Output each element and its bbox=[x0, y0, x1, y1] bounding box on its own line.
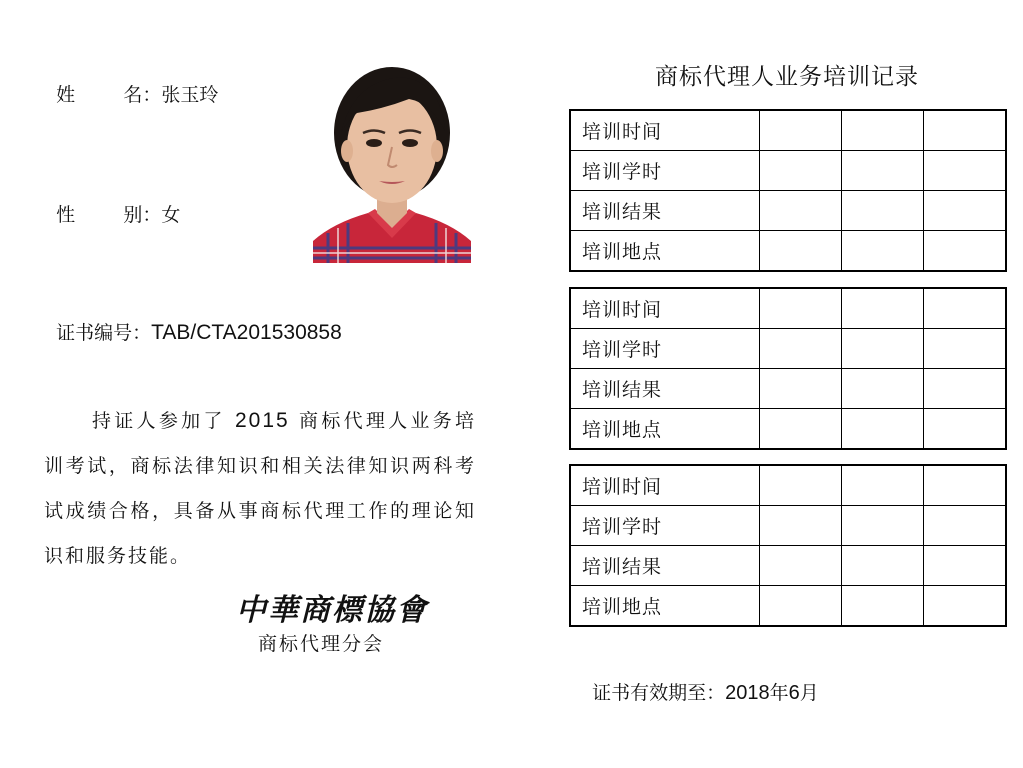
value-cell bbox=[841, 506, 923, 546]
record-title: 商标代理人业务培训记录 bbox=[655, 64, 919, 90]
value-cell bbox=[759, 110, 841, 151]
validity-month-char: 月 bbox=[799, 682, 819, 704]
row-label: 培训学时 bbox=[570, 151, 759, 191]
value-cell bbox=[841, 586, 923, 627]
table-row bbox=[570, 288, 1006, 329]
value-cell bbox=[759, 409, 841, 450]
value-cell bbox=[923, 409, 1006, 450]
value-cell bbox=[759, 465, 841, 506]
association-calligraphy-seal: 中華商標協會 bbox=[236, 593, 428, 628]
training-record-table bbox=[569, 109, 1007, 272]
value-cell bbox=[923, 231, 1006, 272]
row-label: 培训学时 bbox=[570, 329, 759, 369]
validity-label: 证书有效期至： bbox=[592, 682, 726, 704]
value-cell bbox=[759, 546, 841, 586]
table-row bbox=[570, 369, 1006, 409]
value-cell bbox=[759, 506, 841, 546]
certification-statement bbox=[44, 398, 476, 579]
name-value: 张玉玲 bbox=[161, 84, 219, 106]
portrait-photo bbox=[313, 63, 471, 263]
row-label: 培训结果 bbox=[570, 191, 759, 231]
value-cell bbox=[923, 546, 1006, 586]
value-cell bbox=[759, 288, 841, 329]
training-record-table bbox=[569, 287, 1007, 450]
table-row bbox=[570, 465, 1006, 506]
value-cell bbox=[923, 369, 1006, 409]
value-cell bbox=[841, 465, 923, 506]
table-row bbox=[570, 110, 1006, 151]
value-cell bbox=[923, 506, 1006, 546]
value-cell bbox=[923, 586, 1006, 627]
row-label: 培训结果 bbox=[570, 546, 759, 586]
table-row bbox=[570, 151, 1006, 191]
value-cell bbox=[841, 110, 923, 151]
table-row bbox=[570, 506, 1006, 546]
value-cell bbox=[759, 369, 841, 409]
validity-month: 6 bbox=[788, 682, 800, 704]
training-record-table bbox=[569, 464, 1007, 627]
table-row bbox=[570, 231, 1006, 272]
table-row bbox=[570, 191, 1006, 231]
table-row bbox=[570, 329, 1006, 369]
value-cell bbox=[841, 191, 923, 231]
row-label: 培训地点 bbox=[570, 409, 759, 450]
value-cell bbox=[759, 151, 841, 191]
value-cell bbox=[759, 586, 841, 627]
name-label: 姓 名： bbox=[56, 84, 162, 106]
value-cell bbox=[841, 231, 923, 272]
gender-value: 女 bbox=[161, 204, 181, 226]
value-cell bbox=[923, 191, 1006, 231]
value-cell bbox=[759, 329, 841, 369]
row-label: 培训结果 bbox=[570, 369, 759, 409]
value-cell bbox=[759, 191, 841, 231]
gender-row bbox=[44, 178, 180, 227]
row-label: 培训时间 bbox=[570, 110, 759, 151]
validity-row bbox=[580, 656, 819, 705]
row-label: 培训时间 bbox=[570, 288, 759, 329]
validity-year-char: 年 bbox=[769, 682, 789, 704]
value-cell bbox=[923, 465, 1006, 506]
value-cell bbox=[841, 329, 923, 369]
value-cell bbox=[923, 110, 1006, 151]
statement-year: 2015 bbox=[235, 409, 290, 432]
value-cell bbox=[841, 151, 923, 191]
table-row bbox=[570, 409, 1006, 450]
name-row bbox=[44, 58, 218, 107]
validity-year: 2018 bbox=[725, 682, 770, 704]
value-cell bbox=[759, 231, 841, 272]
table-row bbox=[570, 586, 1006, 627]
certificate-number-label: 证书编号： bbox=[56, 322, 152, 344]
statement-part-1: 持证人参加了 bbox=[92, 410, 235, 432]
statement-part-2: 商标代理人业务培训考试，商标法律知识和相关法律知识两科考试成绩合格，具备从事商标代理工作的理论知识和服务技能。 bbox=[44, 410, 476, 567]
value-cell bbox=[841, 369, 923, 409]
value-cell bbox=[841, 409, 923, 450]
row-label: 培训学时 bbox=[570, 506, 759, 546]
gender-label: 性 别： bbox=[56, 204, 162, 226]
portrait-illustration bbox=[313, 63, 471, 263]
certificate-number-row bbox=[44, 296, 342, 345]
value-cell bbox=[841, 546, 923, 586]
table-row bbox=[570, 546, 1006, 586]
branch-name: 商标代理分会 bbox=[258, 633, 385, 655]
certificate-number-value: TAB/CTA201530858 bbox=[151, 321, 342, 344]
value-cell bbox=[923, 288, 1006, 329]
value-cell bbox=[841, 288, 923, 329]
row-label: 培训地点 bbox=[570, 586, 759, 627]
row-label: 培训地点 bbox=[570, 231, 759, 272]
row-label: 培训时间 bbox=[570, 465, 759, 506]
value-cell bbox=[923, 151, 1006, 191]
value-cell bbox=[923, 329, 1006, 369]
